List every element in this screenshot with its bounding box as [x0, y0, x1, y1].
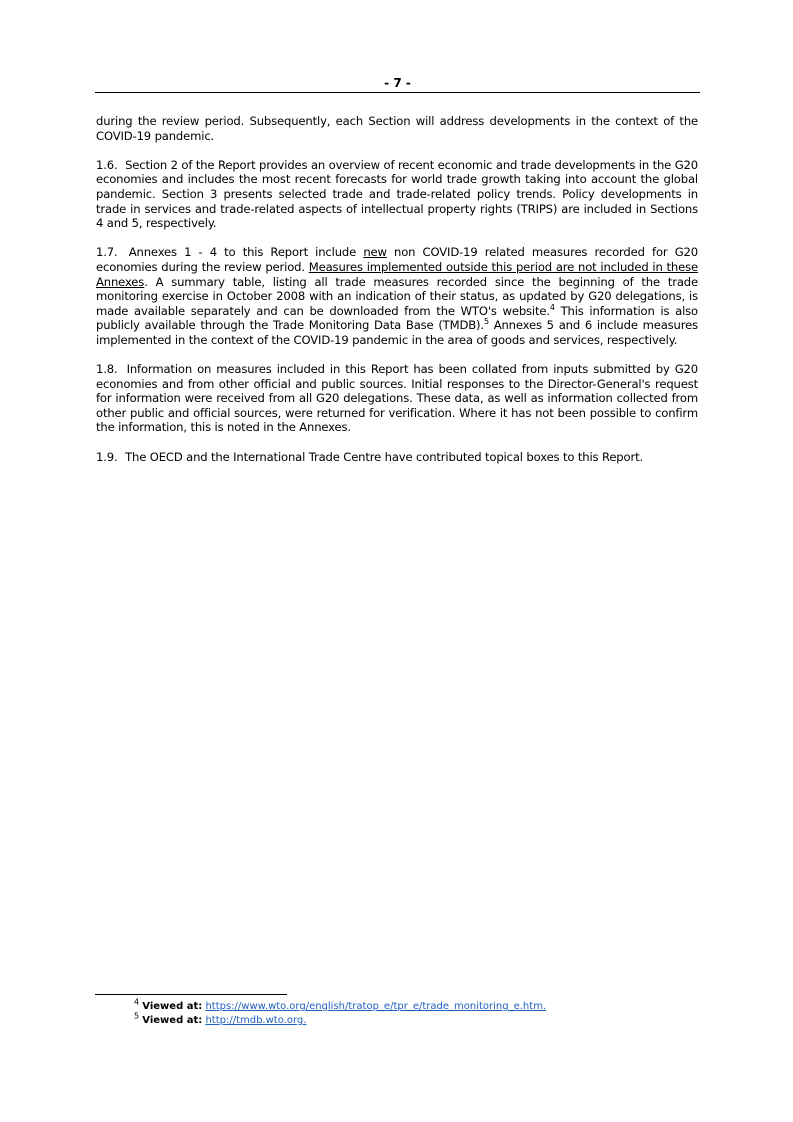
- paragraph-text: The OECD and the International Trade Centre have contributed topical boxes to this Report.: [125, 449, 644, 464]
- underlined-new: new: [363, 245, 387, 260]
- paragraph-number: 1.8.: [96, 362, 118, 377]
- paragraph-1-6: [96, 158, 698, 231]
- paragraph-1-8: [96, 362, 698, 435]
- header-rule: [95, 92, 700, 93]
- footnote-5: [134, 1011, 546, 1028]
- paragraph-1-7: [96, 245, 698, 347]
- footnote-4: [134, 997, 547, 1014]
- footnote-link-tmdb[interactable]: http://tmdb.wto.org.: [205, 1015, 307, 1026]
- body-text: [96, 114, 698, 479]
- paragraph-text: Annexes 1 - 4 to this Report include: [128, 245, 364, 260]
- paragraph-text: This information is also publicly available through the Trade Monitoring Data Base (TMDB).: [96, 303, 698, 333]
- footnote-link-wto[interactable]: https://www.wto.org/english/tratop_e/tpr_e/trade_monitoring_e.htm.: [205, 1001, 547, 1012]
- footnote-ref-4[interactable]: 4: [549, 302, 555, 312]
- footnote-marker: 5: [134, 1011, 140, 1021]
- paragraph-number: 1.9.: [96, 449, 118, 464]
- paragraph-1-9: [96, 450, 698, 465]
- footnote-ref-5[interactable]: 5: [483, 317, 489, 327]
- footnote-label: Viewed at:: [142, 1001, 203, 1012]
- paragraph-text: Section 2 of the Report provides an overview of recent economic and trade developments in the G20 economies and includes the most recent forecasts for world trade growth taking into account the global pandemic. Section 3 presents selected trade and trade-related policy trends. Policy developments in trade in services and trade-related aspects of intellectual property rights (TRIPS) are included in Sections 4 and 5, respectively.: [96, 157, 698, 231]
- paragraph-number: 1.6.: [96, 157, 118, 172]
- page-number: - 7 -: [384, 76, 411, 90]
- paragraph-text: Annexes 5 and 6 include measures implemented in the context of the COVID-19 pandemic in the area of goods and services, respectively.: [96, 318, 698, 347]
- footnote-marker: 4: [134, 997, 140, 1007]
- paragraph-text: . A summary table, listing all trade measures recorded since the beginning of the trade monitoring exercise in October 2008 with an indication of their status, as updated by G20 delegations, is made available separately and can be downloaded from the WTO's website.: [96, 274, 698, 318]
- footnotes: [134, 997, 547, 1028]
- footnote-separator: [95, 994, 287, 995]
- paragraph-text: Information on measures included in this Report has been collated from inputs submitted by G20 economies and from other official and public sources. Initial responses to the Director-General's request for information were received from all G20 delegations. These data, as well as information collected from other public and official sources, were returned for verification. Where it has not been possible to confirm the information, this is noted in the Annexes.: [96, 362, 698, 435]
- paragraph-number: 1.7.: [96, 245, 118, 260]
- footnote-label: Viewed at:: [142, 1015, 203, 1026]
- underlined-sentence: Measures implemented outside this period are not included in these Annexes: [96, 259, 698, 289]
- paragraph-text: non COVID-19 related measures recorded for G20 economies during the review period.: [96, 245, 698, 274]
- paragraph-intro-continuation: during the review period. Subsequently, each Section will address developments in the context of the COVID-19 pandemic.: [96, 114, 698, 143]
